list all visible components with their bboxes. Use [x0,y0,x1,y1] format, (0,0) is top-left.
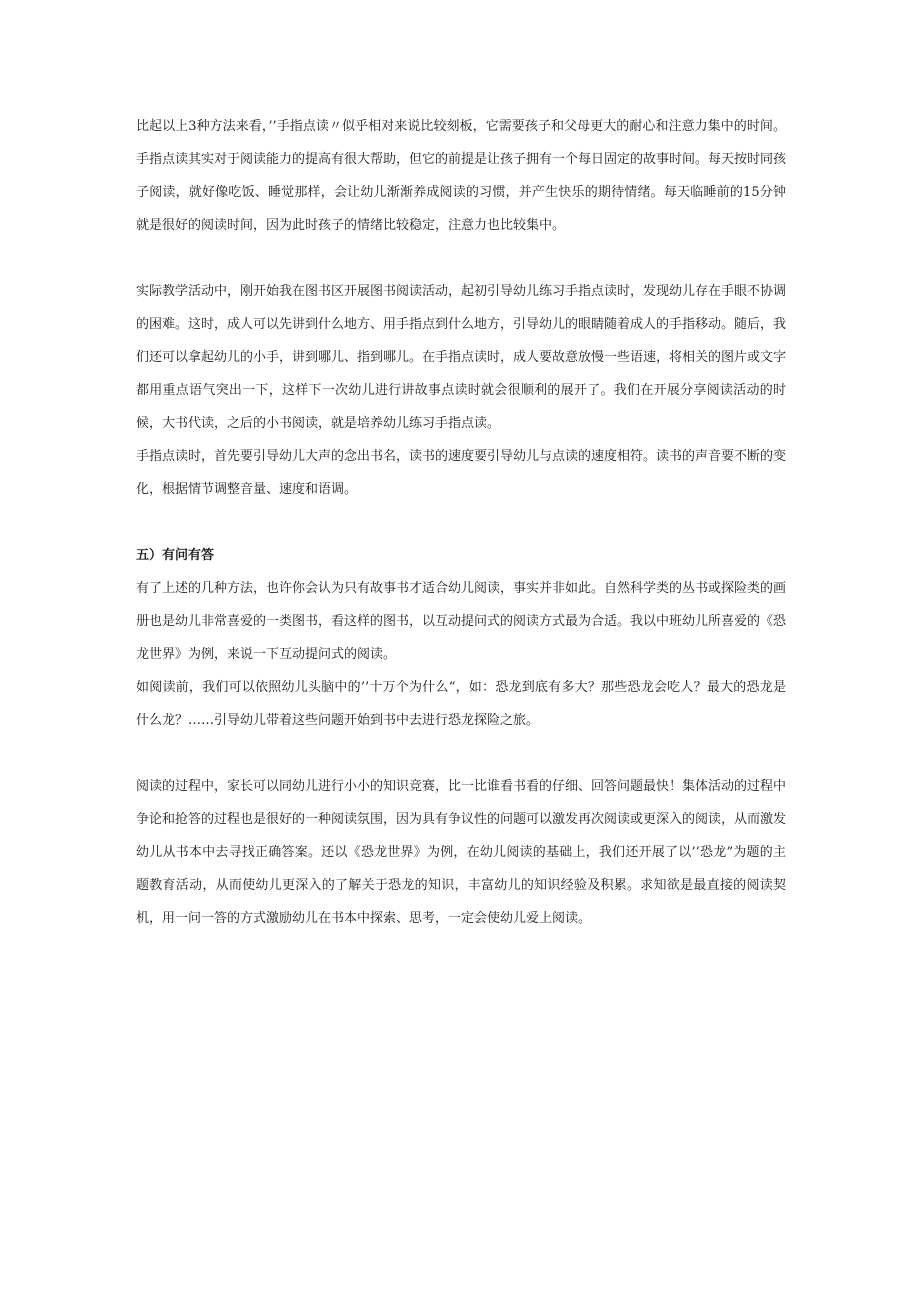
paragraph-teaching-practice: 实际教学活动中，刚开始我在图书区开展图书阅读活动，起初引导幼儿练习手指点读时，发现幼儿存在手眼不协调的困难。这时，成人可以先讲到什么地方、用手指点到什么地方，引导幼儿的眼睛随着成人的手指移动。随后，我们还可以拿起幼儿的小手，讲到哪儿、指到哪儿。在手指点读时，成人要故意放慢一些语速，将相关的图片或文字都用重点语气突出一下，这样下一次幼儿进行讲故事点读时就会很顺利的展开了。我们在开展分享阅读活动的时候，大书代读，之后的小书阅读，就是培养幼儿练习手指点读。 [136,284,787,431]
paragraph-finger-reading-intro: 比起以上3种方法来看，’’手指点读〃似乎相对来说比较刻板，它需要孩子和父母更大的耐心和注意力集中的时间。手指点读其实对于阅读能力的提高有很大帮助，但它的前提是让孩子拥有一个每日固定的故事时间。每天按时同孩子阅读，就好像吃饭、睡觉那样，会让幼儿渐渐养成阅读的习惯，并产生快乐的期待情绪。每天临睡前的15分钟就是很好的阅读时间，因为此时孩子的情绪比较稳定，注意力也比较集中。 [136,119,787,233]
paragraph-during-reading: 阅读的过程中，家长可以同幼儿进行小小的知识竞赛，比一比谁看书看的仔细、回答问题最快！集体活动的过程中争论和抢答的过程也是很好的一种阅读氛围，因为具有争议性的问题可以激发再次阅读或更深入的阅读，从而激发幼儿从书本中去寻找正确答案。还以《恐龙世界》为例，在幼儿阅读的基础上，我们还开展了以’’恐龙”为题的主题教育活动，从而使幼儿更深入的了解关于恐龙的知识，丰富幼儿的知识经验及积累。求知欲是最直接的阅读契机，用一问一答的方式激励幼儿在书本中探索、思考，一定会使幼儿爱上阅读。 [136,779,787,926]
paragraph-before-reading: 如阅读前，我们可以依照幼儿头脑中的’’十万个为什么“，如：恐龙到底有多大？那些恐龙会吃人？最大的恐龙是什么龙？……引导幼儿带着这些问题开始到书中去进行恐龙探险之旅。 [136,680,786,728]
document-body [136,110,786,935]
section-heading: 五）有问有答 [136,548,215,563]
paragraph-qa-intro: 有了上述的几种方法，也许你会认为只有故事书才适合幼儿阅读，事实并非如此。自然科学类的丛书或探险类的画册也是幼儿非常喜爱的一类图书，看这样的图书，以互动提问式的阅读方式最为合适。我以中班幼儿所喜爱的《恐龙世界》为例，来说一下互动提问式的阅读。 [136,581,787,662]
paragraph-finger-reading-tips: 手指点读时，首先要引导幼儿大声的念出书名，读书的速度要引导幼儿与点读的速度相符。读书的声音要不断的变化，根据情节调整音量、速度和语调。 [136,449,787,497]
paragraph-spacer [136,242,786,275]
paragraph-spacer [136,737,786,770]
paragraph-spacer [136,506,786,539]
